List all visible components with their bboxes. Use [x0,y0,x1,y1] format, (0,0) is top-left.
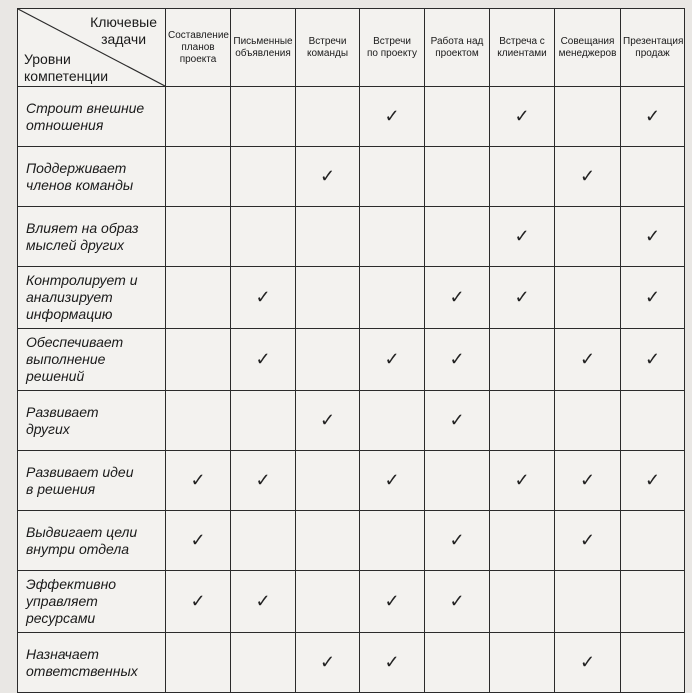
empty-cell [425,633,490,693]
corner-cell [18,9,166,87]
checkmark-icon: ✓ [490,267,555,329]
empty-cell [231,511,296,571]
task-header-3: Встречи команды [296,9,360,87]
corner-top-label: Ключевые задачи [90,14,157,47]
competency-label: Поддерживает членов команды [18,147,166,207]
corner-bottom-label: Уровни компетенции [24,51,109,84]
empty-cell [621,571,685,633]
empty-cell [166,147,231,207]
empty-cell [555,391,621,451]
task-header-7: Совещания менеджеров [555,9,621,87]
empty-cell [425,147,490,207]
empty-cell [296,329,360,391]
checkmark-icon: ✓ [360,633,425,693]
checkmark-icon: ✓ [360,451,425,511]
empty-cell [296,511,360,571]
table-row [18,391,685,451]
empty-cell [425,207,490,267]
checkmark-icon: ✓ [425,391,490,451]
task-header-1: Составление планов проекта [166,9,231,87]
empty-cell [296,207,360,267]
checkmark-icon: ✓ [360,329,425,391]
empty-cell [231,147,296,207]
empty-cell [490,571,555,633]
competency-label: Контролирует и анализирует информацию [18,267,166,329]
checkmark-icon: ✓ [425,329,490,391]
empty-cell [621,633,685,693]
checkmark-icon: ✓ [621,87,685,147]
checkmark-icon: ✓ [360,571,425,633]
empty-cell [231,391,296,451]
checkmark-icon: ✓ [231,267,296,329]
table-row [18,207,685,267]
empty-cell [166,391,231,451]
competency-label: Эффективно управляет ресурсами [18,571,166,633]
competency-label: Строит внешние отношения [18,87,166,147]
header-row [18,9,685,87]
checkmark-icon: ✓ [166,571,231,633]
competency-label: Обеспечивает выполнение решений [18,329,166,391]
empty-cell [231,633,296,693]
table-row [18,451,685,511]
checkmark-icon: ✓ [425,511,490,571]
empty-cell [296,571,360,633]
table-row [18,633,685,693]
checkmark-icon: ✓ [621,267,685,329]
checkmark-icon: ✓ [425,267,490,329]
task-header-4: Встречи по проекту [360,9,425,87]
empty-cell [425,87,490,147]
empty-cell [360,207,425,267]
empty-cell [490,329,555,391]
empty-cell [360,391,425,451]
checkmark-icon: ✓ [231,329,296,391]
empty-cell [555,87,621,147]
checkmark-icon: ✓ [555,633,621,693]
empty-cell [166,329,231,391]
empty-cell [296,267,360,329]
empty-cell [555,207,621,267]
competency-matrix-table [17,8,685,693]
checkmark-icon: ✓ [425,571,490,633]
empty-cell [490,633,555,693]
task-header-2: Письменные объявления [231,9,296,87]
checkmark-icon: ✓ [231,571,296,633]
table-row [18,147,685,207]
task-header-5: Работа над проектом [425,9,490,87]
checkmark-icon: ✓ [555,511,621,571]
competency-label: Влияет на образ мыслей других [18,207,166,267]
task-header-8: Презентация продаж [621,9,685,87]
checkmark-icon: ✓ [296,633,360,693]
empty-cell [360,147,425,207]
checkmark-icon: ✓ [490,451,555,511]
empty-cell [555,267,621,329]
checkmark-icon: ✓ [490,207,555,267]
checkmark-icon: ✓ [621,451,685,511]
empty-cell [166,87,231,147]
task-header-6: Встреча с клиентами [490,9,555,87]
checkmark-icon: ✓ [231,451,296,511]
empty-cell [621,391,685,451]
checkmark-icon: ✓ [296,147,360,207]
competency-label: Развивает других [18,391,166,451]
competency-label: Назначает ответственных [18,633,166,693]
competency-label: Развивает идеи в решения [18,451,166,511]
empty-cell [166,633,231,693]
table-row [18,267,685,329]
table-row [18,571,685,633]
empty-cell [555,571,621,633]
checkmark-icon: ✓ [490,87,555,147]
empty-cell [490,391,555,451]
table-row [18,87,685,147]
empty-cell [231,207,296,267]
empty-cell [425,451,490,511]
checkmark-icon: ✓ [166,451,231,511]
empty-cell [621,147,685,207]
checkmark-icon: ✓ [621,207,685,267]
checkmark-icon: ✓ [296,391,360,451]
matrix-body [18,87,685,693]
table-row [18,511,685,571]
competency-label: Выдвигает цели внутри отдела [18,511,166,571]
empty-cell [296,87,360,147]
checkmark-icon: ✓ [360,87,425,147]
empty-cell [490,511,555,571]
checkmark-icon: ✓ [555,451,621,511]
empty-cell [360,511,425,571]
empty-cell [166,207,231,267]
empty-cell [231,87,296,147]
checkmark-icon: ✓ [166,511,231,571]
empty-cell [296,451,360,511]
checkmark-icon: ✓ [621,329,685,391]
table-row [18,329,685,391]
empty-cell [166,267,231,329]
checkmark-icon: ✓ [555,147,621,207]
checkmark-icon: ✓ [555,329,621,391]
empty-cell [490,147,555,207]
empty-cell [360,267,425,329]
empty-cell [621,511,685,571]
